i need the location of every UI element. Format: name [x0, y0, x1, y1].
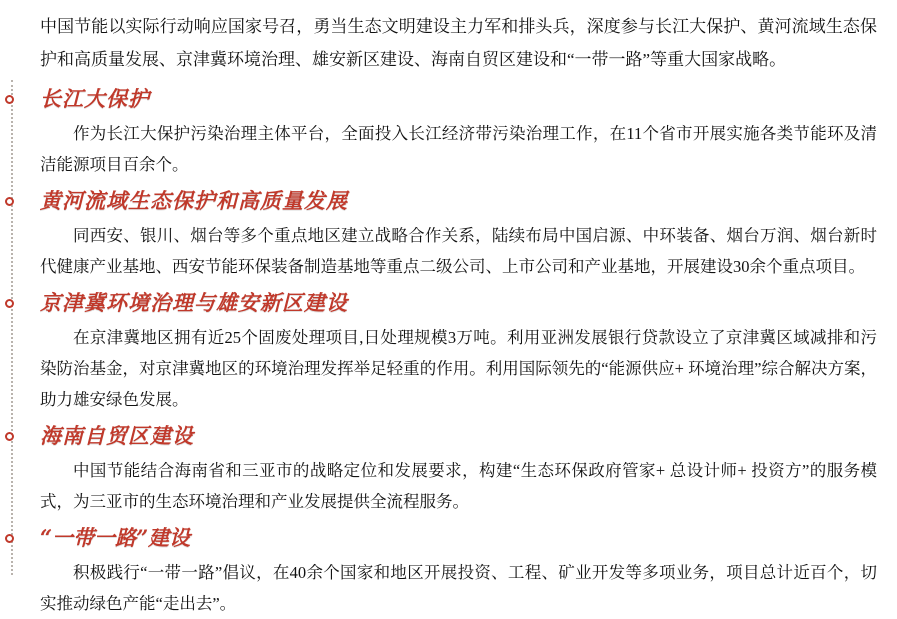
section-title: 海南自贸区建设 [40, 423, 194, 448]
section-body: 作为长江大保护污染治理主体平台，全面投入长江经济带污染治理工作，在11个省市开展实施各类节能环及清洁能源项目百余个。 [40, 124, 877, 174]
section-item [18, 286, 879, 415]
section-body: 中国节能结合海南省和三亚市的战略定位和发展要求，构建“生态环保政府管家+ 总设计师+ 投资方”的服务模式，为三亚市的生态环境治理和产业发展提供全流程服务。 [40, 461, 877, 511]
section-title: “一带一路”建设 [40, 525, 191, 550]
section-title: 黄河流域生态保护和高质量发展 [40, 188, 348, 213]
section-item [18, 184, 879, 282]
intro-paragraph: 中国节能以实际行动响应国家号召，勇当生态文明建设主力军和排头兵，深度参与长江大保护、黄河流域生态保护和高质量发展、京津冀环境治理、雄安新区建设、海南自贸区建设和“一带一路”等重大国家战略。 [40, 17, 877, 69]
section-item [18, 521, 879, 619]
section-item [18, 419, 879, 517]
timeline-bullet-icon [5, 534, 14, 543]
section-title: 京津冀环境治理与雄安新区建设 [40, 290, 348, 315]
timeline-rail [11, 80, 15, 575]
timeline-bullet-icon [5, 197, 14, 206]
section-body: 积极践行“一带一路”倡议，在40余个国家和地区开展投资、工程、矿业开发等多项业务，项目总计近百个，切实推动绿色产能“走出去”。 [40, 563, 877, 613]
timeline-bullet-icon [5, 432, 14, 441]
section-body: 同西安、银川、烟台等多个重点地区建立战略合作关系，陆续布局中国启源、中环装备、烟台万润、烟台新时代健康产业基地、西安节能环保装备制造基地等重点二级公司、上市公司和产业基地，开展建设30余个重点项目。 [40, 226, 877, 276]
timeline-bullet-icon [5, 95, 14, 104]
timeline-bullet-icon [5, 299, 14, 308]
section-item [18, 82, 879, 180]
section-body: 在京津冀地区拥有近25个固废处理项目,日处理规模3万吨。利用亚洲发展银行贷款设立了京津冀区域减排和污染防治基金，对京津冀地区的环境治理发挥举足轻重的作用。利用国际领先的“能源供应+ 环境治理”综合解决方案，助力雄安绿色发展。 [40, 328, 877, 409]
section-title: 长江大保护 [40, 86, 150, 111]
sections-list [18, 82, 879, 619]
